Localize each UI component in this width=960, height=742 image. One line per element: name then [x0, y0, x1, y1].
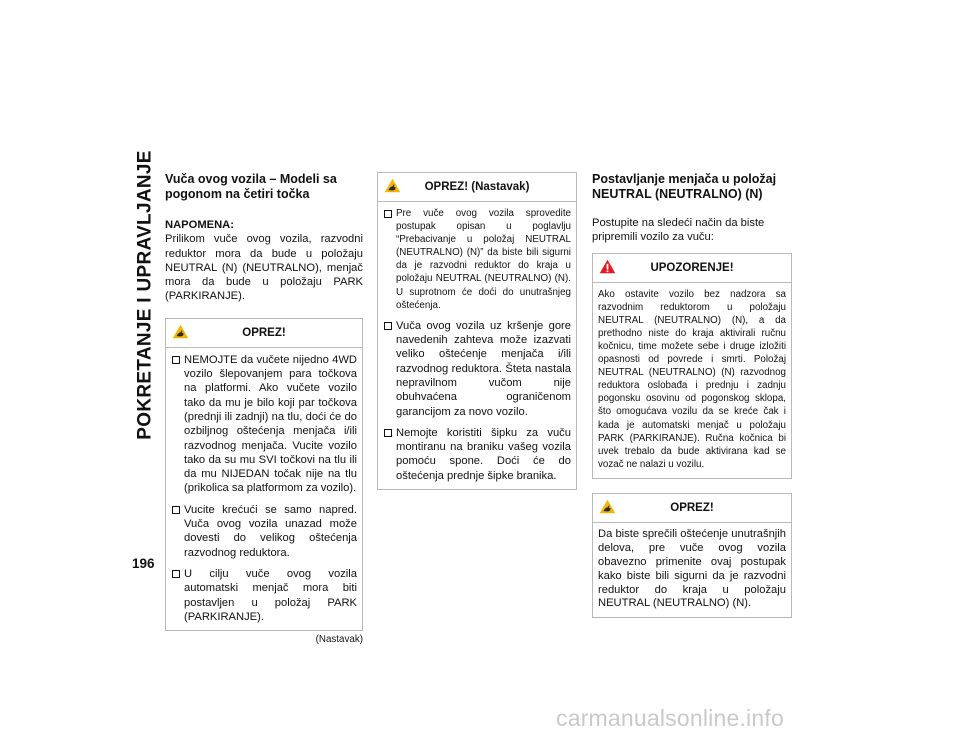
- list-item-text: U cilju vuče ovog vozila automatski menjač mora biti postavljen u položaj PARK (PARKIRANJE).: [184, 567, 357, 623]
- list-item: [384, 207, 571, 312]
- chapter-side-title: [129, 150, 163, 440]
- caution-continued-body: [378, 202, 576, 489]
- list-item: [172, 503, 357, 560]
- square-bullet-icon: [172, 570, 180, 578]
- warning-box-text: Ako ostavite vozilo bez nadzora sa razvodnim reduktorom u položaju NEUTRAL (NEUTRALNO) (N), a da prethodno niste do kraja aktivirali ručnu kočnicu, time možete sebe i druge izložiti opasnosti od povrede i smrti. Položaj NEUTRAL (NEUTRALNO) (N) razvodnog reduktora oslobađa i prednju i zadnju pogonsku osovinu od pogonskog sklopa, što omogućava vozilu da se kreće čak i kada je automatski menjač u položaju PARK (PARKIRANJE). Ručna kočnica bi uvek trebalo da bude aktivirana kad se vozač ne nalazi u vozilu.: [598, 288, 786, 470]
- list-item: [172, 353, 357, 496]
- caution-continued-box: [377, 172, 577, 490]
- note-text: Prilikom vuče ovog vozila, razvodni reduktor mora da bude u položaju NEUTRAL (N) (NEUTRALNO), menjač mora da bude u položaju PARK (PARKIRANJE).: [165, 233, 363, 303]
- caution-continued-title: OPREZ! (Nastavak): [424, 181, 530, 193]
- caution-box: [165, 318, 363, 631]
- column-1: [165, 172, 363, 645]
- warning-triangle-icon: [599, 259, 616, 274]
- caution-box-2-title: OPREZ!: [670, 501, 714, 514]
- square-bullet-icon: [384, 210, 392, 218]
- list-item-text: Nemojte koristiti šipku za vuču montiranu na braniku vašeg vozila pomoću spone. Doći će do oštećenja prednje šipke branika.: [396, 426, 571, 482]
- caution-hand-icon: [172, 324, 189, 339]
- list-item-text: Vucite krećući se samo napred. Vuča ovog vozila unazad može dovesti do velikog oštećenja razvodnog reduktora.: [184, 503, 357, 559]
- warning-box-header: [593, 254, 791, 283]
- list-item-text: Vuča ovog vozila uz kršenje gore navedenih zahteva može izazvati veliko oštećenje menjača i/ili razvodnog reduktora. Šteta nastala nepravilnom vučom nije obuhvaćena ograničenom garancijom za novo vozilo.: [396, 319, 571, 418]
- square-bullet-icon: [384, 429, 392, 437]
- caution-box-body: [166, 348, 362, 630]
- square-bullet-icon: [172, 356, 180, 364]
- caution-continued-header: [378, 173, 576, 202]
- column-2: [377, 172, 577, 490]
- section-heading-neutral: Postavljanje menjača u položaj NEUTRAL (NEUTRALNO) (N): [592, 172, 777, 201]
- caution-box-2-text: Da biste sprečili oštećenje unutrašnjih delova, pre vuče ovog vozila obavezno primenite ovaj postupak kako biste bili sigurni da je razvodni reduktor do kraja u položaju NEUTRAL (NEUTRALNO) (N).: [598, 527, 786, 610]
- chapter-side-title-text: POKRETANJE I UPRAVLJANJE: [135, 150, 156, 440]
- caution-box-2: [592, 493, 792, 618]
- list-item-text: Pre vuče ovog vozila sprovedite postupak opisan u poglavlju “Prebacivanje u položaj NEUTRAL (NEUTRALNO) (N)” da biste bili sigurni da je razvodni reduktor do kraja u položaju NEUTRAL (NEUTRALNO) (N). U suprotnom će doći do unutrašnjeg oštećenja.: [396, 208, 571, 311]
- caution-box-header: [166, 319, 362, 348]
- warning-box-title: UPOZORENJE!: [650, 261, 734, 274]
- caution-box-2-header: [593, 494, 791, 523]
- page-number: 196: [132, 556, 155, 571]
- list-item: [384, 319, 571, 419]
- caution-box-title: OPREZ!: [242, 326, 286, 339]
- column-3: [592, 172, 792, 618]
- list-item: [172, 567, 357, 624]
- list-item-text: NEMOJTE da vučete nijedno 4WD vozilo šlepovanjem para točkova na platformi. Ako vučete vozilo tako da mu je bilo koji par točkova (prednji ili zadnji) na tlu, doći će do ozbiljnog oštećenja menjača i/ili razvodnog menjača. Vucite vozilo tako da su mu SVI točkovi na tlu ili da mu NIJEDAN točak nije na tlu (prikolica sa platformom za vozilo).: [184, 353, 357, 495]
- watermark: carmanualsonline.info: [556, 705, 784, 731]
- caution-hand-icon: [599, 499, 616, 514]
- square-bullet-icon: [172, 506, 180, 514]
- list-item: [384, 426, 571, 483]
- continued-label: (Nastavak): [315, 634, 363, 646]
- square-bullet-icon: [384, 322, 392, 330]
- intro-text: Postupite na sledeći način da biste pripremili vozilo za vuču:: [592, 217, 765, 244]
- caution-hand-icon: [384, 178, 401, 193]
- warning-box: [592, 253, 792, 479]
- section-heading-towing-4wd: Vuča ovog vozila – Modeli sa pogonom na četiri točka: [165, 172, 337, 201]
- note-label: NAPOMENA:: [165, 219, 234, 231]
